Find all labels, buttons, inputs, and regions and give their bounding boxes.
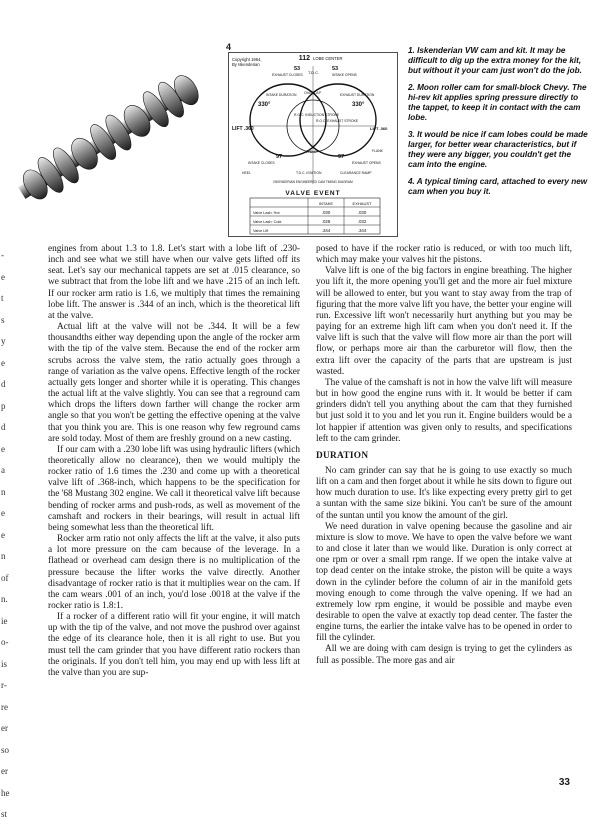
timing-card: [228, 52, 398, 237]
card-flank: FLANK: [372, 149, 383, 153]
gutter-fragment: d: [1, 379, 6, 389]
caption-4: 4. A typical timing card, attached to every new cam when you buy it.: [408, 177, 588, 196]
gutter-fragment: o-: [1, 637, 9, 647]
card-lobe-center-value: 112: [298, 55, 310, 62]
card-intake-duration: INTAKE DURATION: [266, 93, 297, 97]
card-copyright-1: Copyright 1964,: [232, 57, 262, 62]
paragraph: No cam grinder can say that he is going to use exactly so much lift on a cam and then forget about it while he sits down to figure out how much duration to use. It's like expecting every pretty girl to get a suntan with the same size bikini. You can't be sure of the amount of the suntan until you know the amount of the girl.: [316, 465, 572, 521]
card-exhaust-opens: EXHAUST OPENS: [352, 161, 381, 165]
table-cell: .344: [321, 228, 331, 233]
gutter-fragment: er: [1, 766, 8, 776]
gutter-fragment: n: [1, 486, 6, 497]
gutter-fragment: e: [1, 443, 5, 454]
gutter-fragment: e: [1, 529, 5, 540]
paragraph: We need duration in valve opening because the gasoline and air mixture is slow to move. We have to open the valve before we want to and close it later than we would like. Duration is only correct at one rpm or over a small rpm range. If we open the intake valve at top dead center on the intake stroke, the piston will be quite a ways down in the cylinder before the column of air in the manifold gets moving enough to come through the valve opening. If we had an extremely low rpm engine, it would be possible and maybe even desirable to open the valve at exactly top dead center. The faster the engine turns, the earlier the intake valve has to be opened in order to fill the cylinder.: [316, 521, 572, 644]
table-cell: .030: [321, 210, 331, 215]
gutter-fragment: s: [1, 314, 5, 325]
gutter-fragment: -: [1, 250, 4, 260]
card-intake-opens: INTAKE OPENS: [332, 73, 357, 77]
table-cell: .028: [321, 219, 331, 224]
card-lift-right: LIFT .360: [370, 126, 388, 131]
figure-number: 4: [226, 42, 232, 52]
gutter-fragment: e: [1, 357, 5, 368]
card-overlap: OVERLAP: [304, 91, 321, 95]
table-cell: Valve Lash: Hot: [253, 211, 280, 215]
caption-1: 1. Iskenderian VW cam and kit. It may be difficult to dig up the extra money for the kit, but without it your cam just won't do the job.: [408, 46, 582, 75]
card-valve-event-title: VALVE EVENT: [285, 190, 341, 197]
gutter-fragment: st: [1, 809, 8, 819]
card-lift-left: LIFT .360: [232, 126, 254, 132]
gutter-fragment: he: [1, 787, 10, 798]
paragraph: If our cam with a .230 lobe lift was using hydraulic lifters (which theoretically allow no clearance), then we would multiply the rocker ratio of 1.6 times the .230 and come up with a theoretical valve lift of .368-inch, which happens to be the specification for the '68 Mustang 302 engine. We call it theoretical valve lift because bending of rocker arms and push-rods, as well as movement of the camshaft and rockers in their bearings, will result in actual lift being somewhat less than the theoretical lift.: [48, 444, 300, 533]
paragraph: engines from about 1.3 to 1.8. Let's start with a lobe lift of .230-inch and see what we still have when our valve gets lifted off its seat. Let's say our mechanical tappets are set at .015 clearance, so we subtract that from the lobe lift and we have .215 of an inch left. If our rocker arm ratio is 1.6, we multiply that times the remaining lobe lift. The answer is .344 of an inch, which is the theoretical lift at the valve.: [48, 244, 300, 321]
paragraph: posed to have if the rocker ratio is reduced, or with too much lift, which may make your valves hit the pistons.: [316, 244, 572, 266]
gutter-fragment: p: [1, 400, 6, 411]
figure-captions: [408, 46, 588, 204]
camshaft-photo: [2, 44, 200, 240]
gutter-fragment: n: [1, 551, 6, 561]
table-cell: .030: [357, 210, 367, 215]
gutter-fragment: a: [1, 465, 5, 475]
gutter-fragment: er: [1, 723, 8, 733]
paragraph: Valve lift is one of the big factors in engine breathing. The higher you lift it, the more opening you'll get and the more air fuel mixture will be allowed to enter, but you want to stay away from the trap of figuring that the more valve lift you have, the better your engine will run. Excessive lift won't necessarily hurt anything but you may be paying for an extreme high lift cam when you don't need it. If the valve lift is such that the valve will flow more air than the port will flow, or perhaps more air than the carburetor will flow, then the extra lift over the capacity of the parts that are upstream is just wasted.: [316, 266, 572, 377]
card-footer: ISKENDERIAN ENGINEERED CAM TIMING DIAGRAM: [273, 180, 353, 184]
table-cell: .032: [357, 219, 367, 224]
left-text-column: [48, 244, 300, 679]
gutter-fragment: re: [1, 701, 8, 712]
card-bdc: B.D.C.: [306, 149, 318, 154]
caption-3: 3. It would be nice if cam lobes could be made larger, for better wear characteristics, but if they were any bigger, you couldn't get the cam into the engine.: [408, 130, 588, 169]
gutter-fragment: of: [1, 572, 9, 583]
card-intake-closes: INTAKE CLOSES: [248, 161, 275, 165]
card-heel: HEEL: [242, 171, 251, 175]
page-number: 33: [558, 777, 570, 788]
section-heading-duration: DURATION: [316, 450, 369, 461]
gutter-fragment: d: [1, 422, 6, 432]
caption-2: 2. Moon roller cam for small-block Chevy. The hi-rev kit applies spring pressure directly to the tappet, to keep it in contact with the cam lobe.: [408, 83, 587, 122]
card-overlap-right: 53: [332, 66, 339, 72]
card-copyright-2: By Iskenderian: [232, 62, 260, 67]
card-clearance-ramp: CLEARANCE RAMP: [340, 171, 372, 175]
card-roc-exhaust: R.O.C. EXHAUST STROKE: [316, 119, 359, 123]
card-exhaust-closes: EXHAUST CLOSES: [272, 73, 303, 77]
paragraph: The value of the camshaft is not in how the valve lift will measure but in how good the engine runs with it. It would be better if cam grinders didn't tell you anything about the cam that they furnished but just sold it to you and let you run it. Engine builders would be a lot happier if attention was given only to results, and specifications left to the cam grinder.: [316, 377, 572, 444]
gutter-fragment: e: [1, 271, 5, 282]
card-overlap-left: 53: [294, 66, 301, 72]
gutter-fragment: is: [1, 658, 8, 669]
table-header-intake: INTAKE: [318, 201, 334, 206]
table-cell: .344: [357, 228, 367, 233]
paragraph: All we are doing with cam design is trying to get the cylinders as full as possible. The more gas and air: [316, 644, 572, 666]
card-bottom-left: 97: [276, 154, 283, 160]
table-cell: Valve Lift: [253, 229, 269, 233]
paragraph: If a rocker of a different ratio will fit your engine, it will match up with the tip of the valve, and not move the pushrod over against the edge of its clearance hole, then it is all right to use. But you must tell the cam grinder that you have different ratio rockers than the originals. If you don't tell him, you may end up with less lift at the valve than you are sup-: [48, 612, 300, 678]
gutter-fragment: ie: [1, 615, 8, 626]
gutter-fragment: t: [1, 293, 4, 303]
card-bottom-right: 97: [338, 154, 345, 160]
gutter-fragment: r-: [1, 680, 7, 690]
table-cell: Valve Lash: Cold: [253, 220, 282, 224]
gutter-fragment: e: [1, 508, 5, 518]
gutter-fragment: y: [1, 336, 6, 346]
right-text-column: [316, 244, 572, 667]
card-exhaust-degrees: 330°: [352, 102, 365, 108]
card-roc-intake: R.O.C. INDUCTION STROKE: [294, 113, 340, 117]
card-intake-degrees: 330°: [258, 102, 271, 108]
gutter-fragment: so: [1, 744, 10, 755]
card-tdc-ignition: T.D.C. IGNITION: [296, 171, 322, 175]
card-exhaust-duration: EXHAUST DURATION: [340, 93, 375, 97]
card-lobe-center-label: LOBE CENTER: [313, 56, 343, 61]
table-header-exhaust: EXHAUST: [352, 201, 372, 206]
paragraph: Rocker arm ratio not only affects the lift at the valve, it also puts a lot more pressure on the cam because of the leverage. In a flathead or overhead cam design there is no multiplication of the pressure because the lifter works the valve directly. Another disadvantage of rocker ratio is that it multiplies wear on the cam. If the cam wears .001 of an inch, you'd lose .0018 at the valve if the rocker ratio is 1.8:1.: [48, 534, 300, 611]
gutter-fragment: n.: [1, 594, 8, 604]
card-tdc: T.D.C.: [308, 70, 320, 75]
paragraph: Actual lift at the valve will not be .344. It will be a few thousandths either way depending upon the angle of the rocker arm with the tip of the valve stem. Because the end of the rocker arm scrubs across the valve stem, the ratio actually goes through a range of variation as the valve opens. Effective length of the rocker actually gets longer and shorter while it is operating. This changes the actual lift at the valve slightly. You can see that a reground cam which drops the lifters down farther will change the rocker arm angle so that you won't be getting the effective opening at the valve that you think you are. This is one reason why few reground cams are sold today. Most of them are freshly ground on a new casting.: [48, 322, 300, 444]
